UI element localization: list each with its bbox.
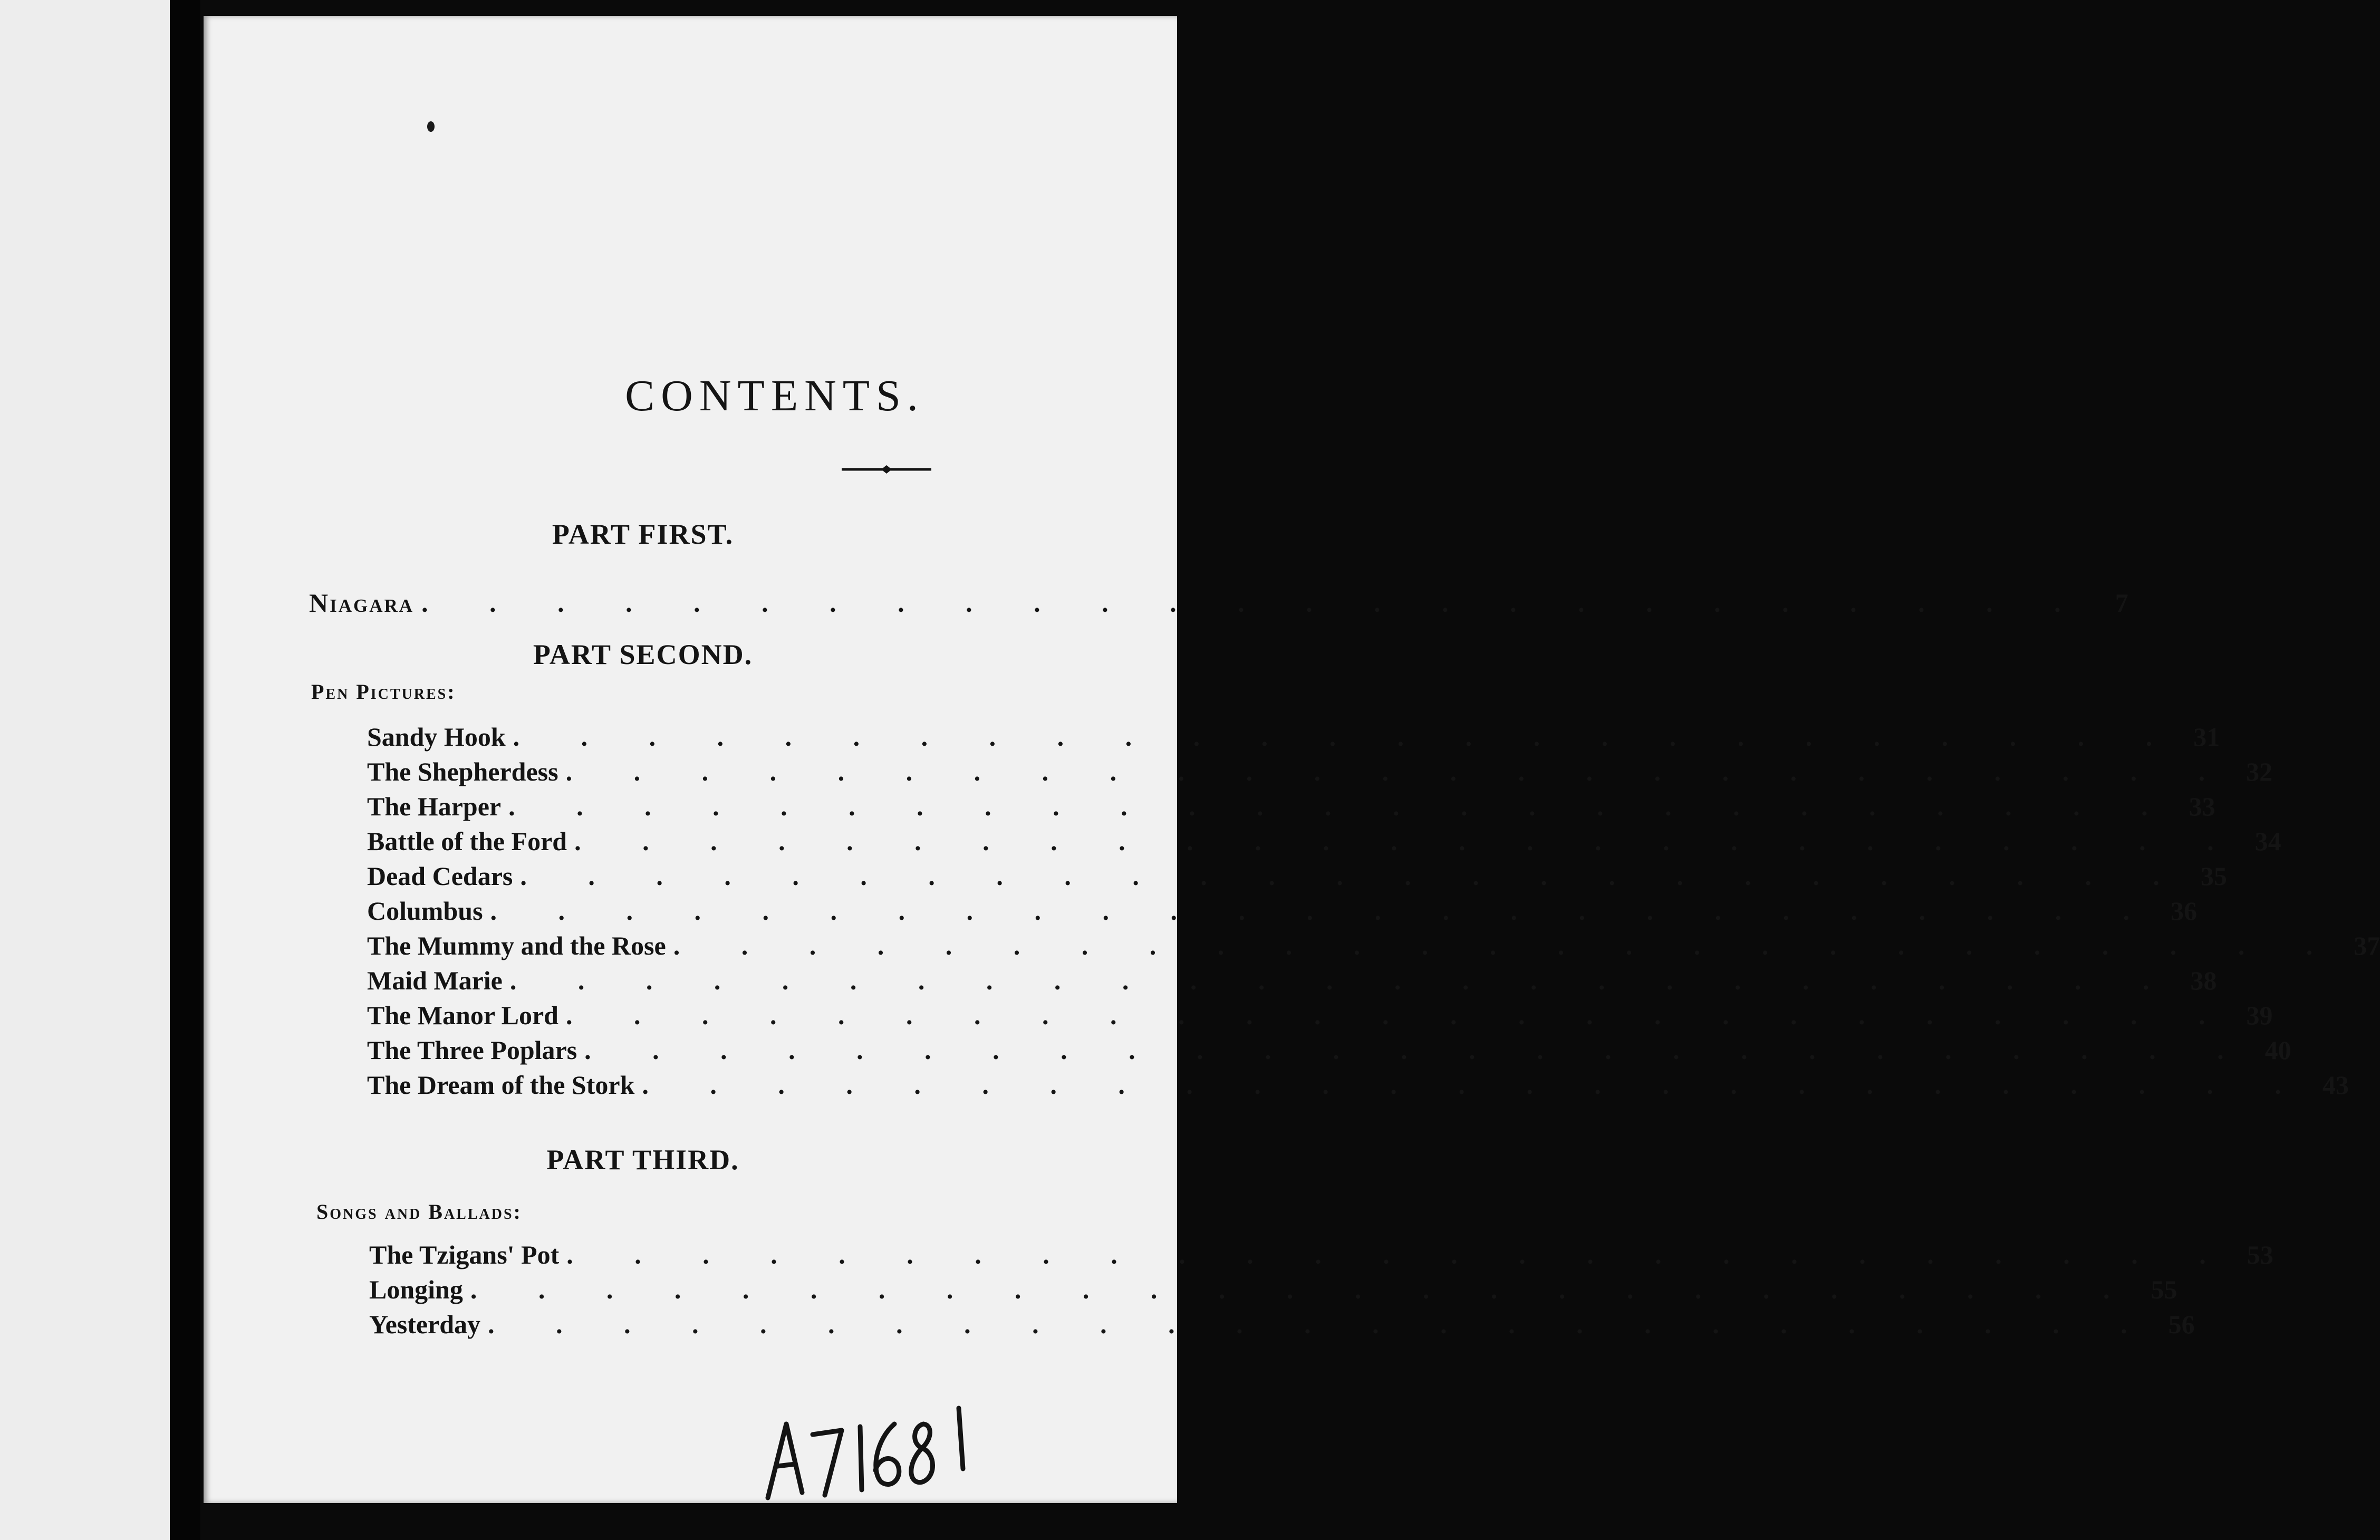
entry-page-number: 35 bbox=[2200, 861, 2227, 891]
dot-leader: . . . . . . . . . . . . . . . . . . . . . . . . . bbox=[642, 1070, 2309, 1100]
entry-title: Yesterday bbox=[369, 1310, 481, 1339]
handwritten-accession-number bbox=[763, 1403, 984, 1503]
dot-leader: . . . . . . . . . . . . . . . . . . . . . . . . . bbox=[508, 792, 2175, 821]
entry-title: The Manor Lord bbox=[367, 1000, 558, 1030]
dot-leader: . . . . . . . . . . . . . . . . . . . . . . . . . bbox=[421, 588, 2088, 618]
toc-entry[interactable] bbox=[367, 1070, 2349, 1104]
dot-leader: . . . . . . . . . . . . . . . . . . . . . . . . . bbox=[584, 1035, 2251, 1065]
entry-title: Longing bbox=[369, 1275, 463, 1304]
facing-page-edge bbox=[0, 0, 170, 1540]
entry-page-number: 31 bbox=[2193, 722, 2220, 752]
toc-entry[interactable] bbox=[309, 588, 2128, 622]
dot-leader: . . . . . . . . . . . . . . . . . . . . . . . . . bbox=[673, 931, 2340, 960]
toc-entry[interactable] bbox=[367, 1000, 2273, 1035]
page-title: CONTENTS. bbox=[625, 371, 924, 420]
toc-entry[interactable] bbox=[367, 826, 2281, 861]
dot-leader: . . . . . . . . . . . . . . . . . . . . . . . . . bbox=[566, 1000, 2233, 1030]
entry-page-number: 40 bbox=[2265, 1035, 2291, 1065]
dot-leader: . . . . . . . . . . . . . . . . . . . . . . . . . bbox=[509, 966, 2177, 995]
toc-entry[interactable] bbox=[367, 861, 2227, 896]
dot-leader: . . . . . . . . . . . . . . . . . . . . . . . . . bbox=[566, 1240, 2233, 1269]
entry-title: Dead Cedars bbox=[367, 861, 513, 891]
contents-page bbox=[204, 16, 2380, 1503]
dot-leader: . . . . . . . . . . . . . . . . . . . . . . . . . bbox=[490, 896, 2157, 926]
dot-leader: . . . . . . . . . . . . . . . . . . . . . . . . . bbox=[565, 757, 2233, 786]
dot-leader: . . . . . . . . . . . . . . . . . . . . . . . . . bbox=[513, 722, 2180, 752]
ink-speck bbox=[427, 121, 435, 132]
toc-entry[interactable] bbox=[367, 756, 2273, 791]
toc-entry[interactable] bbox=[367, 791, 2215, 826]
entry-page-number: 37 bbox=[2354, 931, 2380, 960]
ornament-divider bbox=[842, 463, 931, 476]
entry-title: The Tzigans' Pot bbox=[369, 1240, 560, 1269]
entry-page-number: 56 bbox=[2168, 1310, 2195, 1339]
dot-leader: . . . . . . . . . . . . . . . . . . . . . . . . . bbox=[488, 1310, 2155, 1339]
entry-page-number: 32 bbox=[2246, 757, 2273, 786]
dot-leader: . . . . . . . . . . . . . . . . . . . . . . . . . bbox=[470, 1275, 2137, 1304]
entry-title: The Harper bbox=[367, 792, 502, 821]
entry-title: Columbus bbox=[367, 896, 483, 926]
toc-entry[interactable] bbox=[367, 965, 2217, 1000]
book-spine bbox=[170, 0, 200, 1540]
entry-page-number: 38 bbox=[2190, 966, 2217, 995]
toc-entry[interactable] bbox=[367, 930, 2380, 965]
dot-leader: . . . . . . . . . . . . . . . . . . . . . . . . . bbox=[520, 861, 2187, 891]
entry-title: The Dream of the Stork bbox=[367, 1070, 635, 1100]
entry-page-number: 55 bbox=[2151, 1275, 2177, 1304]
entry-title: Niagara bbox=[309, 588, 415, 618]
section-label-songs-and-ballads: Songs and Ballads: bbox=[316, 1200, 522, 1224]
toc-entry[interactable] bbox=[367, 896, 2198, 930]
toc-entry[interactable] bbox=[369, 1239, 2273, 1274]
entry-page-number: 53 bbox=[2247, 1240, 2273, 1269]
entry-page-number: 33 bbox=[2189, 792, 2215, 821]
toc-entry[interactable] bbox=[367, 1035, 2291, 1070]
toc-entry[interactable] bbox=[367, 721, 2220, 756]
entry-page-number: 7 bbox=[2115, 588, 2128, 618]
dot-leader: . . . . . . . . . . . . . . . . . . . . . . . . . bbox=[574, 826, 2241, 856]
entry-title: Sandy Hook bbox=[367, 722, 506, 752]
entry-title: The Mummy and the Rose bbox=[367, 931, 666, 960]
entry-title: Maid Marie bbox=[367, 966, 503, 995]
entry-page-number: 39 bbox=[2246, 1000, 2273, 1030]
entry-page-number: 36 bbox=[2171, 896, 2198, 926]
section-label-pen-pictures: Pen Pictures: bbox=[311, 680, 456, 704]
part-second-heading: PART SECOND. bbox=[533, 639, 753, 670]
part-first-heading: PART FIRST. bbox=[552, 518, 734, 550]
part-third-heading: PART THIRD. bbox=[546, 1144, 739, 1176]
entry-title: Battle of the Ford bbox=[367, 826, 567, 856]
entry-title: The Shepherdess bbox=[367, 757, 558, 786]
entry-page-number: 34 bbox=[2254, 826, 2281, 856]
toc-entry[interactable] bbox=[369, 1309, 2195, 1344]
entry-title: The Three Poplars bbox=[367, 1035, 577, 1065]
entry-page-number: 43 bbox=[2322, 1070, 2349, 1100]
toc-entry[interactable] bbox=[369, 1274, 2177, 1309]
